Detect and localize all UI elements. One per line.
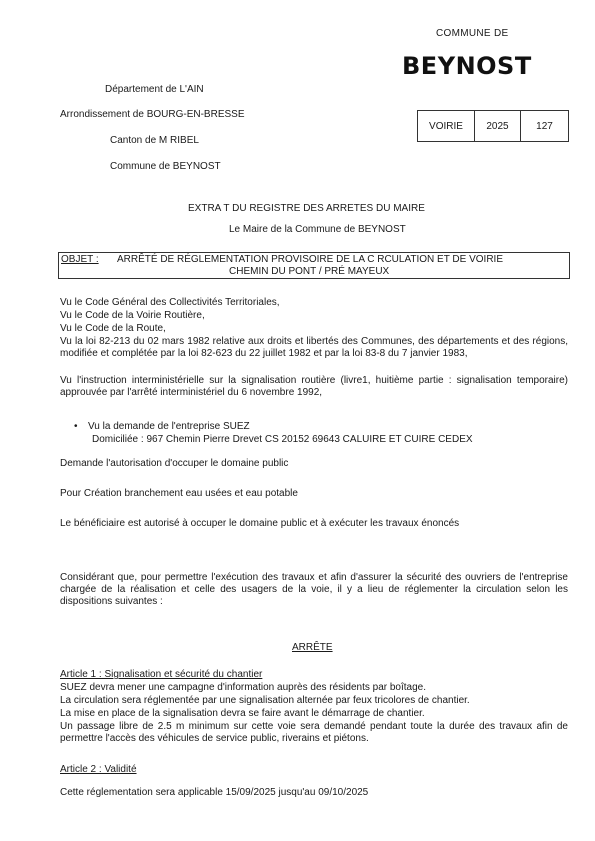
reference-number: 127 [536,120,553,132]
vu-line: Vu l'instruction interministérielle sur la signalisation routière (livre1, huitième partie : signalisation temporaire) approuvée par l'arrêté interministériel du 6 novembre 1992, [60,375,568,398]
mayor-line: Le Maire de la Commune de BEYNOST [229,224,406,235]
article-1-line: Un passage libre de 2.5 m minimum sur cette voie sera demandé pendant toute la durée des travaux afin de permettre l'accès des véhicules de service public, riverains et piétons. [60,721,568,744]
autorisation-paragraph: Le bénéficiaire est autorisé à occuper le domaine public et à exécuter les travaux énoncés [60,518,460,529]
article-2-title: Article 2 : Validité [60,764,137,775]
reference-year: 2025 [475,111,521,141]
reference-box [417,110,569,142]
demande-line-1: Vu la demande de l'entreprise SUEZ [88,421,250,432]
vu-line: Vu le Code Général des Collectivités Territoriales, [60,297,280,308]
article-1-title: Article 1 : Signalisation et sécurité du chantier [60,669,263,680]
commune-de-label: COMMUNE DE [436,28,509,39]
arrondissement-line: Arrondissement de BOURG-EN-BRESSE [60,109,245,120]
article-1-line: La mise en place de la signalisation devra se faire avant le démarrage de chantier. [60,708,425,719]
canton-line: Canton de M RIBEL [110,135,199,146]
demande-paragraph: Demande l'autorisation d'occuper le domaine public [60,458,289,469]
commune-logo: BEYNOST [402,52,532,80]
article-2-text: Cette réglementation sera applicable 15/09/2025 jusqu'au 09/10/2025 [60,787,369,798]
vu-line: Vu le Code de la Voirie Routière, [60,310,205,321]
considerant-paragraph: Considérant que, pour permettre l'exécution des travaux et afin d'assurer la sécurité des ouvriers de l'entreprise chargée de la réalisation et celle des usagers de la voie, il y a lieu de réglementer la circulation selon les dispositions suivantes : [60,572,568,607]
vu-line: Vu la loi 82-213 du 02 mars 1982 relative aux droits et libertés des Communes, des départements et des régions, modifiée et complétée par la loi 82-623 du 22 juillet 1982 et par la loi 83-8 du 7 janvier 1983, [60,336,568,359]
objet-label: OBJET : [61,254,99,265]
article-1-line: La circulation sera réglementée par une signalisation alternée par feux tricolores de chantier. [60,695,470,706]
commune-line: Commune de BEYNOST [110,161,221,172]
objet-line-1: ARRÊTÉ DE RÉGLEMENTATION PROVISOIRE DE LA C RCULATION ET DE VOIRIE [117,254,503,265]
travaux-paragraph: Pour Création branchement eau usées et eau potable [60,488,298,499]
objet-line-2: CHEMIN DU PONT / PRÉ MAYEUX [229,266,390,277]
reference-type: VOIRIE [418,111,475,141]
arrete-heading: ARRÊTE [292,642,333,653]
demande-line-2: Domiciliée : 967 Chemin Pierre Drevet CS 20152 69643 CALUIRE ET CUIRE CEDEX [92,434,473,445]
vu-line: Vu le Code de la Route, [60,323,166,334]
objet-box [58,252,570,279]
departement-line: Département de L'AIN [105,84,204,95]
bullet-icon: • [74,421,78,432]
registry-title: EXTRA T DU REGISTRE DES ARRETES DU MAIRE [188,203,425,214]
article-1-line: SUEZ devra mener une campagne d'information auprès des résidents par boîtage. [60,682,427,693]
